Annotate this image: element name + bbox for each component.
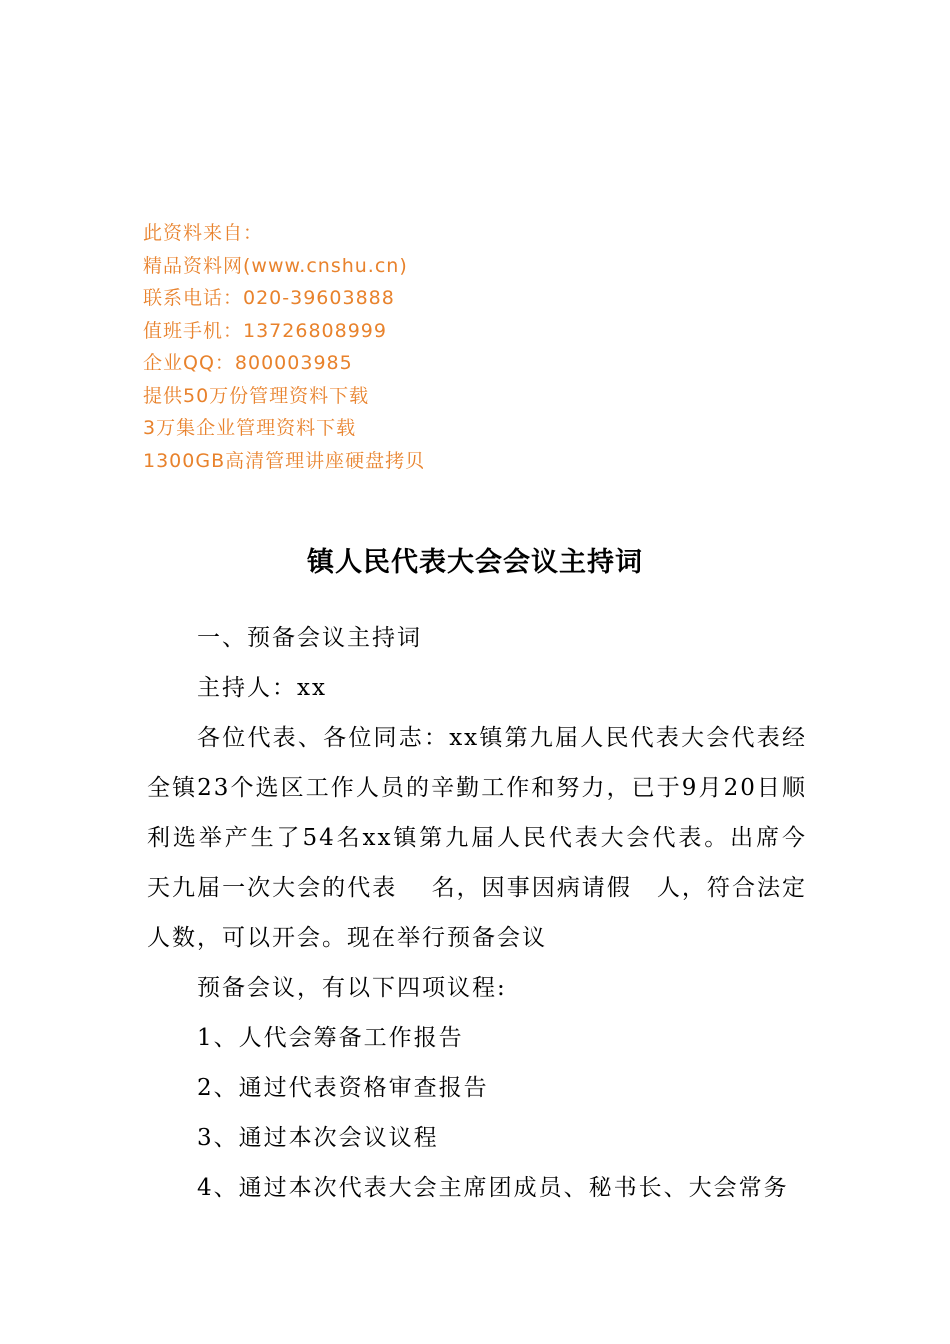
agenda-intro: 预备会议，有以下四项议程: [197, 975, 507, 1001]
agenda-item: 3、通过本次会议议程 [197, 1125, 439, 1151]
source-line-offer-2: 3万集企业管理资料下载 [143, 417, 357, 439]
source-line-mobile: 值班手机：13726808999 [143, 319, 387, 342]
agenda-item: 4、通过本次代表大会主席团成员、秘书长、大会常务 [197, 1175, 789, 1201]
section-heading: 一、预备会议主持词 [197, 625, 422, 651]
agenda-item: 2、通过代表资格审查报告 [197, 1075, 489, 1101]
source-line-offer-3: 1300GB高清管理讲座硬盘拷贝 [143, 449, 426, 472]
agenda-item: 1、人代会筹备工作报告 [197, 1025, 464, 1051]
source-line-qq: 企业QQ：800003985 [143, 352, 353, 374]
source-info-block [143, 217, 783, 477]
host-line: 主持人：xx [197, 675, 327, 701]
source-line-header: 此资料来自： [143, 222, 264, 244]
document-body [147, 613, 807, 1213]
source-line-website: 精品资料网(www.cnshu.cn) [143, 254, 408, 277]
source-line-offer-1: 提供50万份管理资料下载 [143, 384, 370, 407]
document-title: 镇人民代表大会会议主持词 [307, 547, 643, 578]
source-line-phone: 联系电话：020-39603888 [143, 287, 395, 309]
opening-paragraph: 各位代表、各位同志：xx镇第九届人民代表大会代表经全镇23个选区工作人员的辛勤工作和努力，已于9月20日顺利选举产生了54名xx镇第九届人民代表大会代表。出席今天九届一次大会的代表 名，因事因病请假 人，符合法定人数，可以开会。现在举行预备会议 [147, 725, 807, 951]
